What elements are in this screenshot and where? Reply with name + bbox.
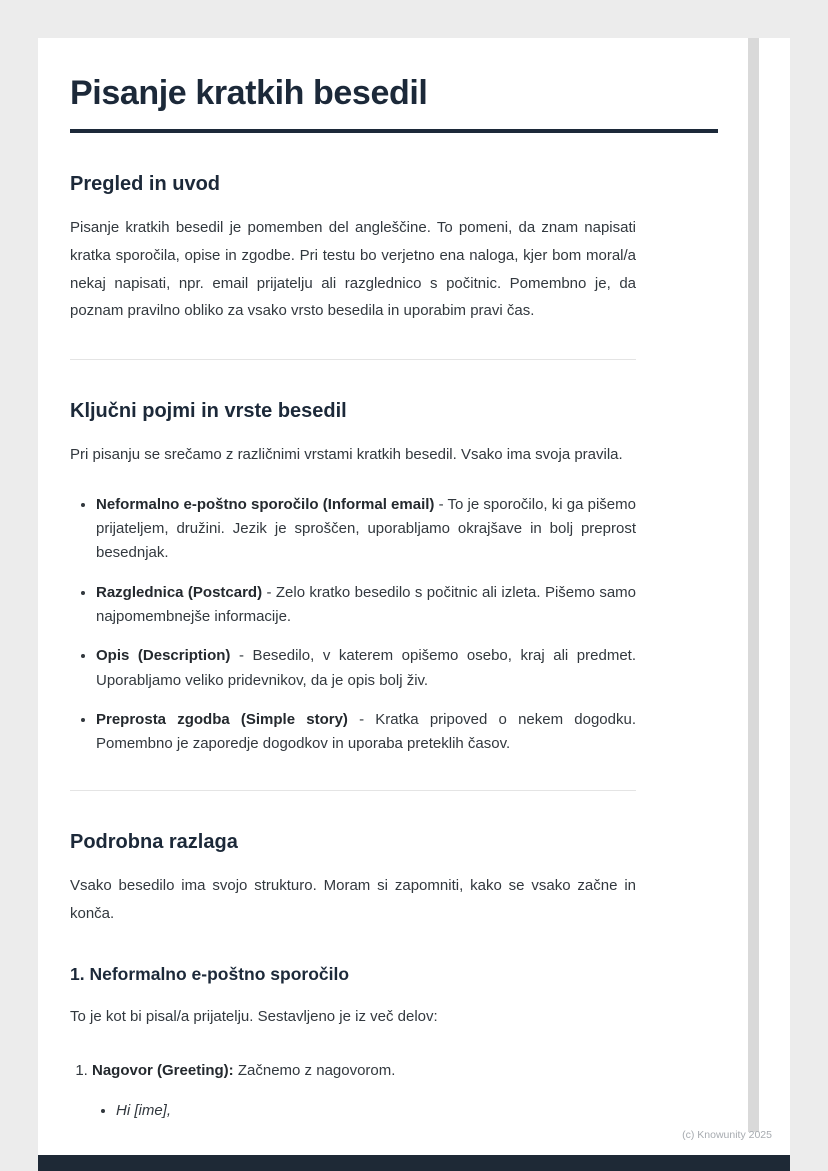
page-title: Pisanje kratkih besedil [70,74,718,133]
concept-term: Opis (Description) [96,647,231,665]
concept-desc: - Besedilo, v katerem opišemo osebo, kraj ali predmet. Uporabljamo veliko pridevnikov, da je opis bolj živ. [96,647,637,689]
concepts-heading: Ključni pojmi in vrste besedil [70,400,347,422]
step-text: Začnemo z nagovorom. [237,1061,396,1079]
email-step-list [70,1059,636,1123]
concept-term: Preprosta zgodba (Simple story) [96,710,348,728]
concept-desc: - Kratka pripoved o nekem dogodku. Pomembno je zaporedje dogodkov in uporaba preteklih časov. [96,710,636,753]
concept-list [70,493,636,757]
concept-term: Neformalno e-poštno sporočilo (Informal email) [96,495,435,513]
concepts-intro: Pri pisanju se srečamo z različnimi vrstami kratkih besedil. Vsako ima svoja pravila. [70,446,623,463]
concept-term: Razglednica (Postcard) [96,583,263,601]
step-example: • Hi [ime], [116,1099,636,1123]
section-detail [70,831,636,1122]
overview-heading: Pregled in uvod [70,173,221,195]
step-term: Nagovor (Greeting): [92,1061,234,1079]
bottom-accent-bar [38,1155,790,1171]
overview-paragraph: Pisanje kratkih besedil je pomemben del angleščine. To pomeni, da znam napisati kratka sporočila, opise in zgodbe. Pri testu bo verjetno ena naloga, kjer bom moral/a nekaj napisati, npr. email prijatelju ali razglednico s počitnic. Pomembno je, da poznam pravilno obliko za vsako vrsto besedila in uporabim pravi čas. [70,219,636,320]
concept-desc: - To je sporočilo, ki ga pišemo prijateljem, družini. Jezik je sproščen, uporabljamo okrajšave in bolj preprost besednjak. [96,495,636,562]
concept-item [96,581,636,630]
detail-paragraph: Vsako besedilo ima svojo strukturo. Moram si zapomniti, kako se vsako začne in konča. [70,877,636,923]
detail-heading: Podrobna razlaga [70,831,238,854]
concept-item [96,708,636,757]
scrollbar[interactable] [748,38,759,1132]
concept-item [96,644,636,693]
concept-desc: - Zelo kratko besedilo s počitnic ali izleta. Pišemo samo najpomembnejše informacije. [96,583,637,625]
section-concepts [70,400,636,756]
section-overview [70,173,636,325]
section-divider [70,359,636,360]
step-example-list [92,1099,636,1123]
email-subsection-heading: 1. Neformalno e-poštno sporočilo [70,963,350,984]
footer-credit: (c) Knowunity 2025 [682,1129,772,1141]
concept-item [96,493,636,566]
email-step [92,1059,636,1123]
section-divider [70,790,636,791]
email-intro: To je kot bi pisal/a prijatelju. Sestavljeno je iz več delov: [70,1007,438,1025]
document-page [38,38,790,1171]
